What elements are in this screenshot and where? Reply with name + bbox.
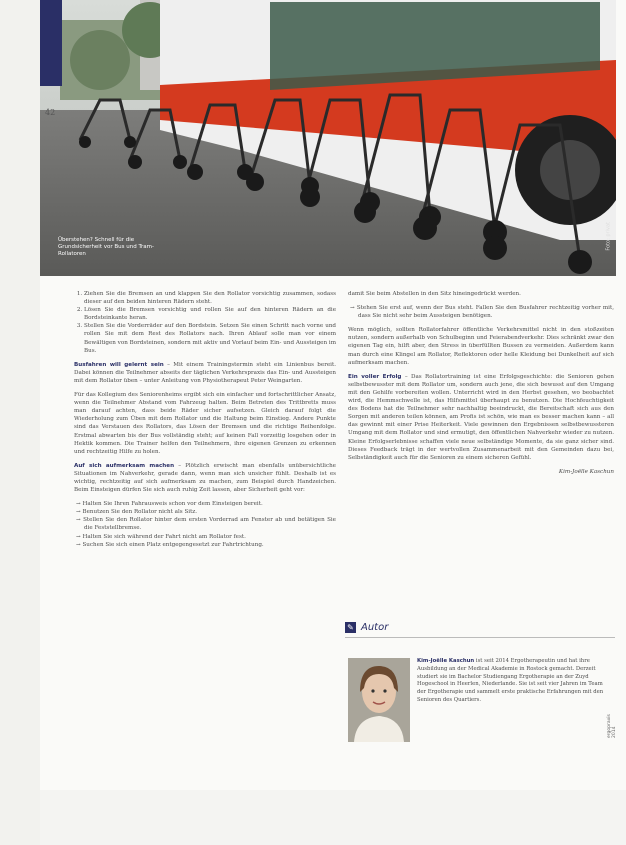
author-photo — [348, 658, 410, 742]
photo-illustration — [40, 0, 616, 276]
tip-item: → Benutzen Sie den Rollator nicht als Sitz. — [84, 508, 336, 516]
section-text: – Das Rollatortraining ist eine Erfolgsgeschichte: die Senioren gehen selbstbewusster mit dem Rollator um, sondern auch jene, die sich bewusst auf den Umgang mit den Gehilfe vorbereiten wollen. Unterricht wird in den Herbst gesehen, wo beobachtet wird, die Hemmschwelle ist, das Hilfsmittel überhaupt zu benutzen. Die Hochfeuchtigkeit des Bodens hat die Teilnehmer sehr nachhaltig beeindruckt, die Bereitschaft sich aus den Sorgen mit anderen teilen können, am Profis ist schön, wie man es besser machen kann – all das gewinnt mit einer Prise Heiterkeit. Viele gewinnen den Ergebnissen selbstbewussteren Umgang mit dem Rollator und sind ermutigt, den öffentlichen Nahverkehr wieder zu nutzen. Kleine Erfolgserlebnisse schaffen viele neue selbständige Momente, da sie ganz sicher sind. Dieses Feedback trägt in der wertvollen Zusammenarbeit mit den Gemeinden dazu bei, Selbständigkeit auch für die Senioren zu einem sicheren Gefühl. — [348, 373, 615, 461]
photo-caption: Überstehen? Schnell für die Grundsicherheit vor Bus und Tram-Rollatoren — [58, 237, 154, 257]
author-header — [345, 622, 615, 638]
section-heading: Ein voller Erfolg — [348, 373, 402, 380]
tip-item: → Halten Sie sich während der Fahrt nicht am Rollator fest. — [84, 533, 336, 541]
author-portrait — [348, 658, 410, 742]
bottom-margin — [40, 790, 626, 845]
tip-item: → Suchen Sie sich einen Platz entgegengesetzt zur Fahrtrichtung. — [84, 541, 336, 549]
tip-item: → Stehen Sie erst auf, wenn der Bus steht. Fallen Sie den Busfahrer rechtzeitig vorher mit, dass Sie nicht sehr beim Aussteigen benötigen. — [358, 304, 614, 320]
section-text: – Plötzlich erwischt man ebenfalls unübersichtliche Situationen im Nahverkehr, gerade dann, wenn man sich unsicher fühlt. Deshalb ist es wichtig, rechtzeitig auf sich aufmerksam zu machen, zum Beispiel durch Handzeichen. Beim Einsteigen dürfen Sie sich auch ruhig Zeit lassen, aber Sicherheit geht vor: — [74, 462, 336, 494]
author-bio-text: ist seit 2014 Ergotherapeutin und hat ihre Ausbildung an der Medical Akademie in Rostock gemacht. Derzeit studiert sie im Bachelor Studiengang Ergotherapie an der Zuyd Hogeschool in Heerlen, Niederlande. Sie ist seit vier Jahren im Team der Ergotherapie und sammelt erste praktische Erfahrungen mit den Senioren des Quartiers. — [417, 658, 604, 703]
tips-list — [74, 500, 336, 549]
paragraph — [74, 361, 336, 385]
paragraph: Für das Kollegium des Seniorenheims ergibt sich ein einfacher und fortschrittlicher Ansatz, wenn die Teilnehmer Abstand vom Fahrzeug halten. Beim Betreten des Trittbretts muss man darauf achten, dass beide Räder sicher aufsetzen. Gleich darauf folgt die Wiederholung zum Üben mit dem Rollator und die Haltung beim Einstieg. Andere Punkte sind das Verstauen des Rollators, das Lösen der Bremsen und die richtige Reihenfolge. Erstmal abwarten bis der Bus vollständig steht; auf keinen Fall vorzeitig losgehen oder in Hektik kommen. Die Trainer helfen den Teilnehmern, ihre eigenen Grenzen zu erkennen und rechtzeitig Hilfe zu holen. — [74, 392, 336, 455]
tip-item: → Halten Sie Ihren Fahrausweis schon vor dem Einsteigen bereit. — [84, 500, 336, 508]
tip-item: → Stellen Sie den Rollator hinter dem ersten Vorderrad am Fenster ab und betätigen Sie die Feststellbremse. — [84, 516, 336, 532]
bus-rollator-photo — [40, 0, 616, 276]
author-heading: Autor — [361, 622, 389, 633]
section-heading: Busfahren will gelernt sein — [74, 361, 164, 368]
section-text: – Mit einem Trainingstermin steht ein Linienbus bereit. Dabei können die Teilnehmer abseits der täglichen Verkehrspraxis das Ein- und Aussteigen mit dem Rollator üben – unter Anleitung von Physiotherapeut Peter Weingarten. — [74, 361, 336, 384]
side-footer: ergopraxis 2014 — [607, 714, 617, 738]
step-item: 2. Lösen Sie die Bremsen vorsichtig und rollen Sie auf den hinteren Rädern an die Bordsteinkante heran. — [84, 306, 336, 322]
paragraph: Wenn möglich, sollten Rollatorfahrer öffentliche Verkehrsmittel nicht in den stoßzeiten nutzen, sondern außerhalb von Schulbeginn und Feierabendverkehr. Dies schränkt zwar den eigenen Tag ein, hilft aber, den Stress in überfüllten Bussen zu vermeiden. Außerdem kann man durch eine Klingel am Rollator, Reflektoren oder helle Kleidung bei Dunkelheit auf sich aufmerksam machen. — [348, 327, 614, 366]
author-name: Kim-Joëlle Kaschun — [417, 658, 475, 664]
page-number: 42 — [45, 108, 56, 117]
steps-list — [74, 290, 336, 355]
author-box — [345, 622, 615, 703]
photo-credit: Foto: privat — [606, 222, 612, 251]
paragraph — [348, 373, 614, 462]
tips-list — [348, 304, 614, 320]
step-item: 3. Stellen Sie die Vorderräder auf den Bordstein. Setzen Sie einen Schritt nach vorne und rollen Sie mit dem Rest des Rollators nach. Ihren Ablauf solle man vor einem Bewältigen von Bordsteinen, sondern mit aktiv und Vorlauf beim Ein- und Aussteigen im Bus. — [84, 322, 336, 354]
pen-icon: ✎ — [345, 622, 356, 633]
paragraph: damit Sie beim Abstellen in den Sitz hineingedrückt werden. — [348, 291, 521, 297]
paragraph — [74, 462, 336, 494]
article-signature: Kim-Joëlle Kaschun — [558, 468, 614, 475]
column-right — [348, 290, 614, 482]
section-tab — [40, 0, 62, 86]
section-heading: Auf sich aufmerksam machen — [74, 462, 175, 469]
column-left — [74, 290, 336, 555]
step-item: 1. Ziehen Sie die Bremsen an und klappen Sie den Rollator vorsichtig zusammen, sodass dieser auf den beiden hinteren Rädern steht. — [84, 290, 336, 306]
left-margin — [0, 0, 40, 845]
author-bio — [417, 658, 613, 705]
